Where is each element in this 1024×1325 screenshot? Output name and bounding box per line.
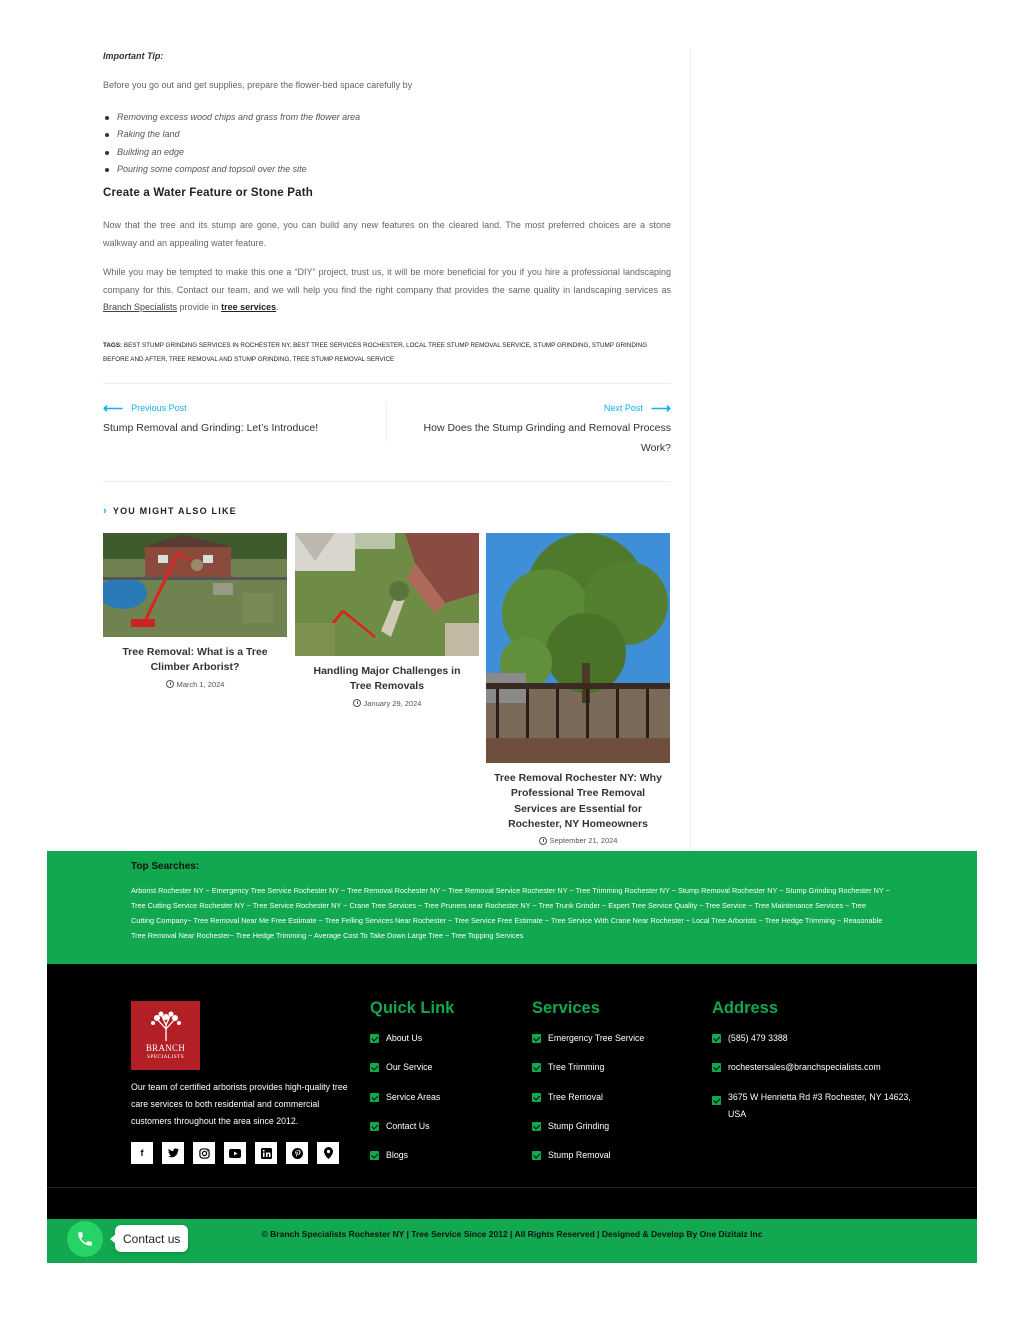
footer-link-tree-trimming[interactable] — [532, 1059, 644, 1088]
arrow-left-icon: ⟵ — [103, 399, 124, 416]
top-searches-links[interactable]: Arborist Rochester NY ~ Emergency Tree Service Rochester NY ~ Tree Removal Rochester NY ~ Tree Removal Service Rochester NY ~ Tree Trimming Rochester NY ~ Stump Removal Rochester NY ~ Stump Grinding Rochester NY ~ Tree Cutting Service Rochester NY ~ Tree Service Rochester NY ~ Crane Tree Services ~ Tree Pruners near Rochester NY ~ Tree Trunk Grinder ~ Expert Tree Service Quality ~ Tree Service ~ Tree Maintenance Services ~ Tree Cutting Company~ Tree Removal Near Me Free Estimate ~ Tree Felling Services Near Rochester ~ Tree Service Free Estimate ~ Tree Service With Crane Near Rochester ~ Local Tree Arborists ~ Tree Hedge Trimming ~ Reasonable Tree Removal Near Rochester~ Tree Hedge Trimming ~ Average Cost To Take Down Large Tree ~ Tree Topping Services — [131, 886, 890, 940]
post-thumbnail[interactable] — [103, 533, 287, 637]
divider — [103, 383, 671, 384]
related-heading-text: YOU MIGHT ALSO LIKE — [112, 506, 237, 516]
list-item: Raking the land — [103, 126, 360, 143]
phone-link[interactable] — [712, 1030, 912, 1059]
important-tip-label: Important Tip: — [103, 51, 164, 61]
street-address-text: 3675 W Henrietta Rd #3 Rochester, NY 14623, USA — [728, 1091, 911, 1119]
post-title[interactable]: Tree Removal Rochester NY: Why Professional Tree Removal Services are Essential for Rochester, NY Homeowners — [494, 772, 662, 830]
linkedin-icon[interactable] — [255, 1142, 277, 1164]
mail-icon — [712, 1063, 721, 1072]
logo-wordmark — [146, 1043, 185, 1061]
section-heading: Create a Water Feature or Stone Path — [103, 187, 313, 199]
post-date — [295, 699, 479, 708]
tags-list[interactable]: BEST STUMP GRINDING SERVICES IN ROCHESTER NY, BEST TREE SERVICES ROCHESTER, LOCAL TREE STUMP REMOVAL SERVICE, STUMP GRINDING, STUMP GRINDING BEFORE AND AFTER, TREE REMOVAL AND STUMP GRINDING, TREE STUMP REMOVAL SERVICE — [103, 342, 648, 363]
footer-link-label[interactable]: Our Service — [386, 1062, 433, 1073]
previous-post-link[interactable] — [103, 399, 383, 439]
paragraph-diy — [103, 264, 671, 317]
street-address — [712, 1089, 912, 1123]
check-square-icon — [370, 1122, 379, 1131]
related-post-card[interactable] — [486, 533, 670, 845]
branch-specialists-link[interactable]: Branch Specialists — [103, 302, 178, 312]
whatsapp-call-button[interactable] — [67, 1221, 103, 1257]
divider — [103, 481, 671, 482]
youtube-icon[interactable] — [224, 1142, 246, 1164]
list-item: Removing excess wood chips and grass from the flower area — [103, 109, 360, 126]
email-address[interactable]: rochestersales@branchspecialists.com — [728, 1062, 881, 1073]
check-square-icon — [370, 1034, 379, 1043]
post-tags — [103, 339, 671, 367]
nav-separator — [386, 403, 387, 441]
list-item: Building an edge — [103, 144, 360, 161]
footer-link-stump-grinding[interactable] — [532, 1118, 644, 1147]
footer-link-label[interactable]: Service Areas — [386, 1091, 441, 1102]
check-square-icon — [532, 1034, 541, 1043]
check-square-icon — [532, 1122, 541, 1131]
footer-link-label[interactable]: Contact Us — [386, 1120, 430, 1131]
footer-link-label[interactable]: Stump Grinding — [548, 1120, 610, 1131]
check-square-icon — [532, 1063, 541, 1072]
instagram-icon[interactable] — [193, 1142, 215, 1164]
check-square-icon — [370, 1093, 379, 1102]
social-links — [131, 1142, 339, 1164]
paragraph-water-feature: Now that the tree and its stump are gone, you can build any new features on the cleared land. The most preferred choices are a stone walkway and an appealing water feature. — [103, 220, 671, 248]
footer-about-text: Our team of certified arborists provides high-quality tree care services to both residential and commercial customers throughout the area since 2012. — [131, 1082, 348, 1126]
footer-link-our-service[interactable] — [370, 1059, 454, 1088]
map-marker-icon[interactable] — [317, 1142, 339, 1164]
logo-line: BRANCH — [145, 1042, 186, 1053]
clock-icon — [353, 699, 361, 707]
clock-icon — [166, 680, 174, 688]
check-square-icon — [532, 1093, 541, 1102]
related-post-card[interactable] — [295, 533, 479, 708]
sidebar-divider — [690, 48, 691, 850]
footer-link-label[interactable]: Tree Removal — [548, 1091, 603, 1102]
footer-link-stump-removal[interactable] — [532, 1147, 644, 1176]
branch-specialists-logo[interactable] — [131, 1001, 200, 1070]
post-date — [486, 836, 670, 845]
footer-link-label[interactable]: Blogs — [386, 1150, 409, 1161]
post-date-text: March 1, 2024 — [176, 679, 225, 689]
contact-us-tooltip[interactable]: Contact us — [115, 1225, 188, 1252]
phone-icon — [712, 1034, 721, 1043]
paragraph-text: While you may be tempted to make this one a “DIY” project, trust us, it will be more beneficial for you if you hire a professional landscaping company for this. Contact our team, and we will help you find the right company that provides the same quality in landscaping services as — [103, 267, 671, 295]
tree-services-link[interactable]: tree services — [221, 302, 277, 312]
tree-logo-icon — [149, 1011, 183, 1041]
facebook-icon[interactable]: f — [131, 1142, 153, 1164]
phone-icon — [76, 1230, 94, 1248]
quick-link-column — [370, 999, 454, 1176]
check-square-icon — [370, 1151, 379, 1160]
phone-number[interactable]: (585) 479 3388 — [728, 1033, 788, 1043]
post-navigation — [103, 399, 671, 463]
twitter-icon[interactable] — [162, 1142, 184, 1164]
check-square-icon — [370, 1063, 379, 1072]
services-column — [532, 999, 644, 1176]
chevron-right-icon: › — [103, 505, 108, 517]
top-searches-section — [47, 851, 977, 964]
top-searches-title: Top Searches: — [131, 861, 200, 872]
footer-link-about-us[interactable] — [370, 1030, 454, 1059]
logo-line: SPECIALISTS — [147, 1053, 184, 1060]
footer-link-label[interactable]: About Us — [386, 1033, 423, 1043]
post-thumbnail[interactable] — [486, 533, 670, 763]
footer-link-label[interactable]: Stump Removal — [548, 1150, 611, 1161]
services-title: Services — [532, 999, 600, 1017]
email-link[interactable] — [712, 1059, 912, 1088]
footer-link-blogs[interactable] — [370, 1147, 454, 1176]
paragraph-text: . — [276, 302, 279, 312]
address-column — [712, 999, 912, 1123]
post-date-text: September 21, 2024 — [549, 836, 618, 846]
check-square-icon — [532, 1151, 541, 1160]
site-footer — [47, 964, 977, 1187]
tip-intro: Before you go out and get supplies, prepare the flower-bed space carefully by — [103, 80, 413, 90]
pinterest-icon[interactable] — [286, 1142, 308, 1164]
footer-link-contact-us[interactable] — [370, 1118, 454, 1147]
footer-link-emergency-tree-service[interactable] — [532, 1030, 644, 1059]
footer-link-label[interactable]: Emergency Tree Service — [548, 1033, 645, 1043]
copyright-text: © Branch Specialists Rochester NY | Tree Service Since 2012 | All Rights Reserved | Designed & Develop By One Dizitalz Inc — [261, 1229, 763, 1239]
related-post-card[interactable] — [103, 533, 287, 689]
previous-post-label: Previous Post — [131, 403, 187, 413]
arrow-right-icon: ⟶ — [650, 399, 671, 416]
next-post-label: Next Post — [603, 403, 643, 413]
list-item: Pouring some compost and topsoil over the site — [103, 161, 360, 178]
tags-label: TAGS: — [103, 342, 123, 349]
post-date-text: January 29, 2024 — [363, 698, 422, 708]
footer-link-tree-removal[interactable] — [532, 1089, 644, 1118]
address-title: Address — [712, 999, 779, 1017]
quick-link-title: Quick Link — [370, 999, 455, 1017]
footer-link-service-areas[interactable] — [370, 1089, 454, 1118]
post-date — [103, 680, 287, 689]
paragraph-text: provide in — [177, 302, 222, 312]
post-title[interactable]: Tree Removal: What is a Tree Climber Arborist? — [122, 646, 268, 674]
related-posts-heading — [103, 505, 237, 517]
post-title[interactable]: Handling Major Challenges in Tree Removals — [313, 665, 461, 693]
prep-list — [103, 109, 360, 178]
footer-link-label[interactable]: Tree Trimming — [548, 1062, 605, 1073]
clock-icon — [539, 837, 547, 845]
check-square-icon — [712, 1096, 721, 1105]
next-post-title[interactable]: How Does the Stump Grinding and Removal Process Work? — [423, 422, 671, 454]
next-post-link[interactable] — [391, 399, 671, 458]
post-thumbnail[interactable] — [295, 533, 479, 656]
previous-post-title[interactable]: Stump Removal and Grinding: Let’s Introduce! — [103, 422, 319, 434]
footer-spacer — [47, 1187, 977, 1219]
